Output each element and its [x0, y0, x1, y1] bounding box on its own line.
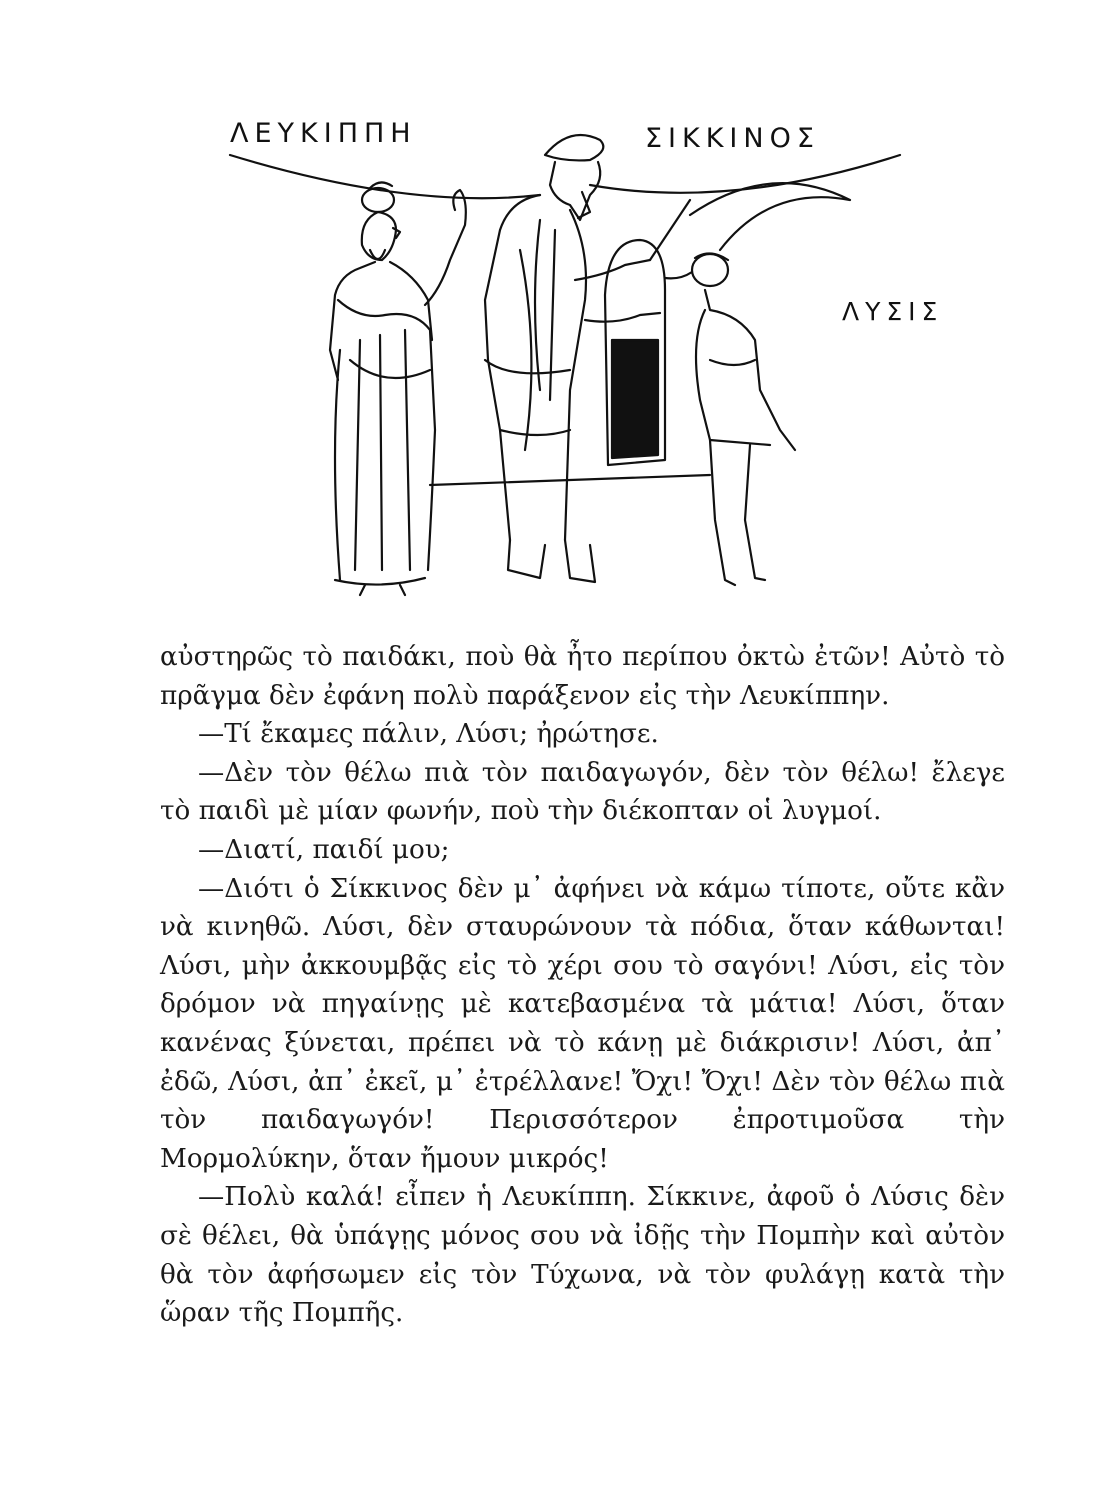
paragraph: —Τί ἔκαμες πάλιν, Λύσι; ἠρώτησε.	[198, 719, 659, 750]
sikkinos-figure	[485, 135, 690, 582]
paragraph: —Δὲν τὸν θέλω πιὰ τὸν παιδαγωγόν, δὲν τὸν θέλω! ἔλεγε τὸ παιδὶ μὲ μίαν φωνήν, ποὺ τὴν διέκοπταν οἱ λυγμοί.	[160, 757, 1005, 827]
garland-line-left	[230, 155, 540, 198]
doorway	[605, 240, 665, 465]
lysis-figure	[665, 253, 795, 585]
horn-shape	[690, 183, 850, 250]
garland-line-right	[590, 155, 900, 193]
label-lysis: ΛΥΣΙΣ	[842, 297, 944, 326]
vase-illustration	[210, 100, 990, 600]
paragraph: αὐστηρῶς τὸ παιδάκι, ποὺ θὰ ἦτο περίπου ὀκτὼ ἐτῶν! Αὐτὸ τὸ πρᾶγμα δὲν ἐφάνη πολὺ παράξενον εἰς τὴν Λευκίππην.	[160, 642, 1005, 711]
label-leukippe: ΛΕΥΚΙΠΠΗ	[230, 118, 417, 149]
wall-line	[430, 475, 710, 485]
vase-drawing	[210, 100, 990, 600]
paragraph: —Διατί, παιδί μου;	[198, 834, 450, 865]
leukippe-figure	[330, 182, 466, 595]
paragraph: —Διότι ὁ Σίκκινος δὲν μ᾿ ἀφήνει νὰ κάμω τίποτε, οὔτε κἂν νὰ κινηθῶ. Λύσι, δὲν σταυρώνουν τὰ πόδια, ὅταν κάθωνται! Λύσι, μὴν ἀκκουμβᾷς εἰς τὸ χέρι σου τὸ σαγόνι! Λύσι, εἰς τὸν δρόμον νὰ πηγαίνῃς μὲ κατεβασμένα τὰ μάτια! Λύσι, ὅταν κανένας ξύνεται, πρέπει νὰ τὸ κάνῃ μὲ διάκρισιν! Λύσι, ἀπ᾿ ἐδῶ, Λύσι, ἀπ᾿ ἐκεῖ, μ᾿ ἐτρέλλανε! Ὄχι! Ὄχι! Δὲν τὸν θέλω πιὰ τὸν παιδαγωγόν! Περισσότερον ἐπροτιμοῦσα τὴν Μορμολύκην, ὅταν ἤμουν μικρός!	[160, 873, 1005, 1174]
paragraph: —Πολὺ καλά! εἶπεν ἡ Λευκίππη. Σίκκινε, ἀφοῦ ὁ Λύσις δὲν σὲ θέλει, θὰ ὑπάγῃς μόνος σου νὰ ἰδῇς τὴν Πομπὴν καὶ αὐτὸν θὰ τὸν ἀφήσωμεν εἰς τὸν Τύχωνα, νὰ τὸν φυλάγῃ κατὰ τὴν ὥραν τῆς Πομπῆς.	[160, 1182, 1005, 1329]
label-sikkinos: ΣΙΚΚΙΝΟΣ	[645, 123, 820, 154]
body-text	[160, 638, 1005, 1333]
